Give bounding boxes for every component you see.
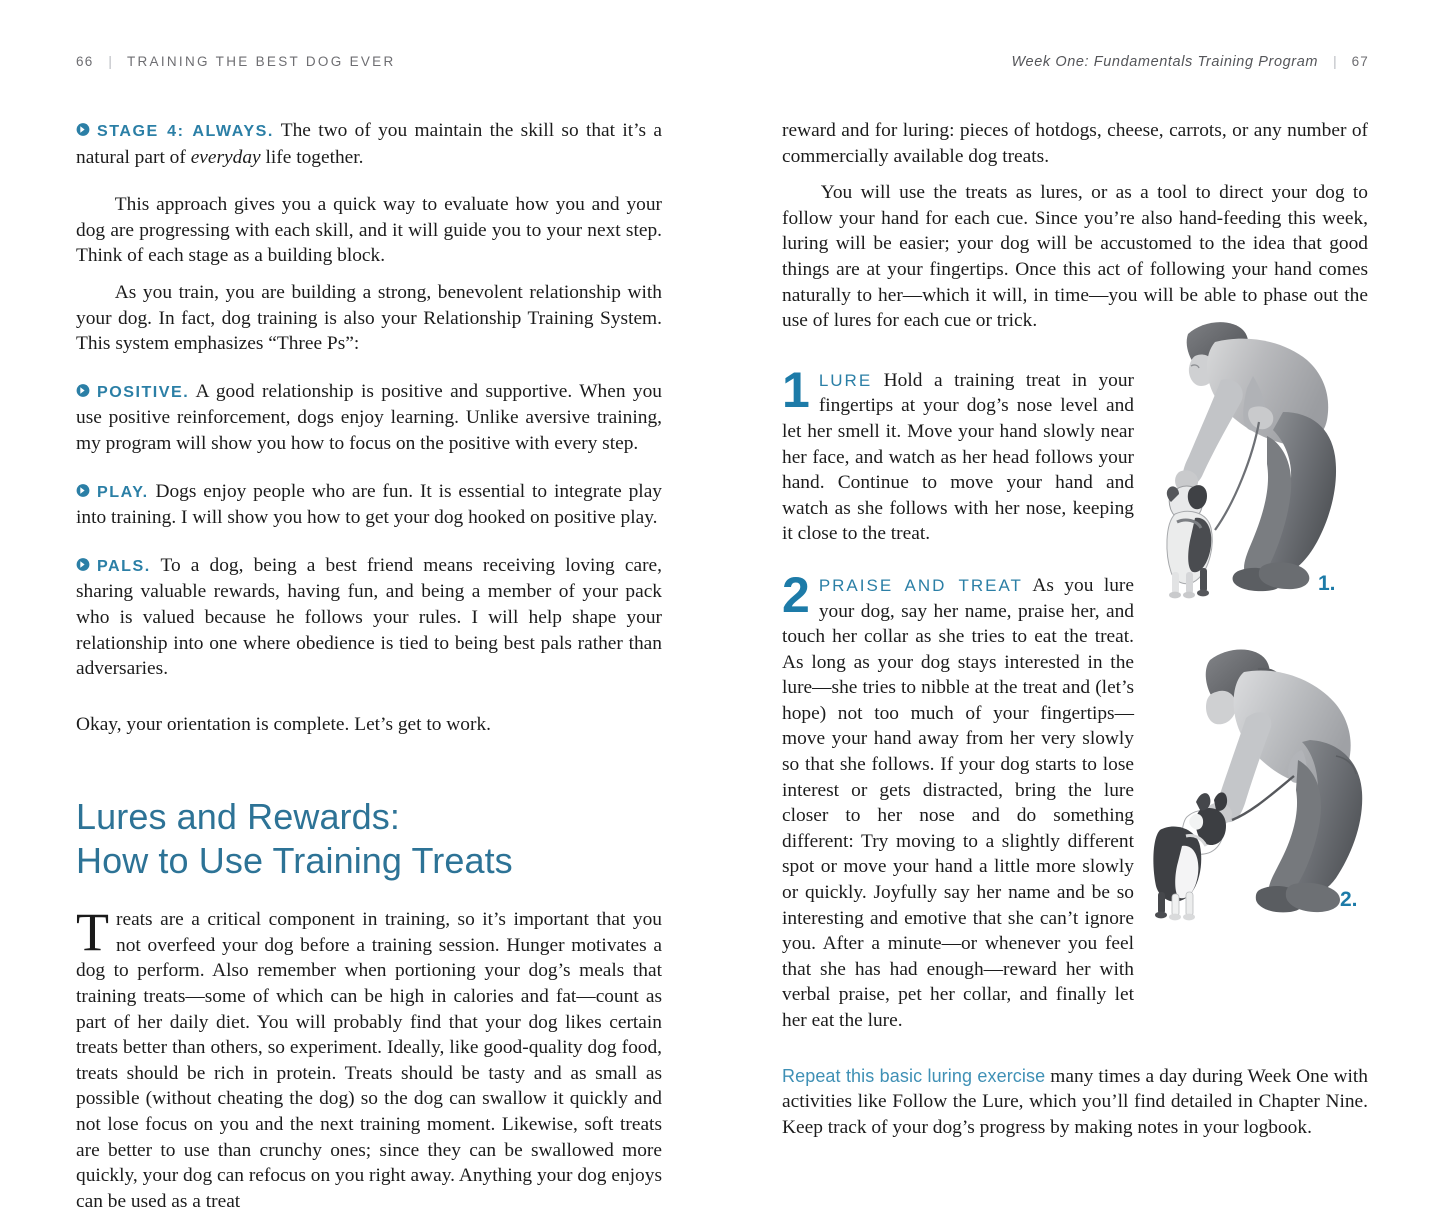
- section-heading-lures-and-rewards: [76, 795, 662, 883]
- blue-lead-in-text: Repeat this basic luring exercise: [782, 1065, 1046, 1086]
- bullet-pals: [76, 553, 662, 682]
- step-label-lure: LURE: [818, 370, 873, 390]
- paragraph-as-you-train: As you train, you are building a strong, benevolent relationship with your dog. In fact, dog training is also your Relationship Training System. This system emphasizes “Three Ps”:: [76, 281, 662, 355]
- paragraph-repeat-rest: many times a day during Week One with activities like Follow the Lure, which you’ll find detailed in Chapter Nine. Keep track of your dog’s progress by making notes in your logbook.: [782, 1065, 1369, 1138]
- bullet-label-play: PLAY.: [97, 482, 149, 501]
- book-title: TRAINING THE BEST DOG EVER: [126, 54, 396, 69]
- bullet-text-pals: To a dog, being a best friend means receiving loving care, sharing valuable rewards, having fun, and being a member of your pack who is valued because he follows your rules. I will help shape your relationship into one where obedience is tied to being best pals rather than adversaries.: [76, 554, 662, 680]
- arrow-circle-icon: [76, 480, 91, 495]
- paragraph-you-will-use-the-treats: You will use the treats as lures, or as a tool to direct your dog to follow your hand for each cue. Since you’re also hand-feeding this week, luring will be easier; your dog will be accustomed to the idea that good things are at your fingertips. Once this act of following your hand comes naturally to her—which it will, in time—you will be able to phase out the use of lures for each cue or trick.: [782, 182, 1368, 332]
- drop-cap-letter: T: [76, 902, 109, 963]
- arrow-circle-icon: [76, 380, 91, 395]
- paragraph-okay-orientation: Okay, your orientation is complete. Let’s get to work.: [76, 713, 492, 735]
- page-columns: [76, 118, 1369, 1214]
- paragraph-treats-dropcap: [76, 902, 662, 1214]
- photo-caption-1: 1.: [1318, 572, 1336, 595]
- page-number-right: 67: [1351, 54, 1369, 69]
- step-1-text: [782, 361, 1134, 547]
- step-number-1: 1: [782, 361, 810, 418]
- step-label-praise-and-treat: PRAISE AND TREAT: [818, 575, 1023, 595]
- bullet-emphasis-everyday: everyday: [190, 146, 261, 168]
- section-heading-line-2: How to Use Training Treats: [76, 840, 513, 882]
- step-number-2: 2: [782, 566, 810, 623]
- bullet-stage-4: [76, 118, 662, 170]
- running-head-right: [1012, 54, 1369, 70]
- step-2-body: As you lure your dog, say her name, praise her, and touch her collar as she tries to eat the treat. As long as your dog stays interested in the lure—she tries to nibble at the treat and (let’s hope) not too much of your fingertips—move your hand away from her very slowly so that she follows. If your dog starts to lose interest or gets distracted, bring the lure closer to her nose and do something different: Try moving to a slightly different spot or move your hand a little more slowly or quickly. Joyfully say her name and be so interesting and emotive that she can’t ignore you. After a minute—or whenever you feel that she has had enough—reward her with verbal praise, pet her collar, and finally let her eat the lure.: [782, 574, 1134, 1031]
- paragraph-treats-body: reats are a critical component in training, so it’s important that you not overfeed your dog before a training session. Hunger motivates a dog to perform. Also remember when portioning your dog’s meals that training treats—some of which can be high in calories and fat—count as part of her daily diet. You will probably find that your dog likes certain treats better than others, so experiment. Ideally, like good-quality dog food, treats should be rich in protein. Treats should be tasty and as small as possible (without cheating the dog) so the dog can swallow it quickly and not lose focus on you and the next training moment. Likewise, soft treats are better to use than crunchy ones; since they can be swallowed more quickly, your dog can refocus on you right away. Anything your dog enjoys can be used as a treat: [76, 909, 662, 1212]
- left-column: [76, 118, 662, 1214]
- paragraph-this-approach: This approach gives you a quick way to evaluate how you and your dog are progressing with each skill, and it will guide you to your next step. Think of each stage as a building block.: [76, 194, 662, 267]
- paragraph-reward-and-for-luring: reward and for luring: pieces of hotdogs, cheese, carrots, or any number of commercially available dog treats.: [782, 120, 1368, 167]
- arrow-circle-icon: [76, 554, 91, 569]
- step-2-text: [782, 566, 1134, 1034]
- bullet-label-positive: POSITIVE.: [97, 382, 190, 401]
- photo-caption-2: 2.: [1340, 888, 1358, 911]
- runhead-divider-left: |: [108, 54, 112, 69]
- step-1-lure: [782, 361, 1134, 547]
- page-number-left: 66: [76, 54, 94, 69]
- arrow-circle-icon: [76, 119, 91, 134]
- bullet-play: [76, 479, 662, 531]
- bullet-label-stage-4: STAGE 4: ALWAYS.: [97, 122, 274, 140]
- bullet-text-positive: A good relationship is positive and supportive. When you use positive reinforcement, dogs enjoy learning. Unlike aversive training, my program will show you how to focus on the positive with every step.: [76, 380, 662, 454]
- chapter-title: Week One: Fundamentals Training Program: [1011, 54, 1319, 70]
- running-head-left: [76, 54, 396, 69]
- step-1-body: Hold a training treat in your fingertips at your dog’s nose level and let her smell it. Move your hand slowly near her face, and watch as her head follows your hand. Continue to move your hand and watch as she follows with her nose, keeping it close to the treat.: [782, 369, 1134, 545]
- step-2-praise-and-treat: [782, 566, 1134, 1034]
- bullet-text-play: Dogs enjoy people who are fun. It is essential to integrate play into training. I will show you how to get your dog hooked on positive play.: [76, 480, 662, 529]
- bullet-text-stage-4-b: life together.: [260, 146, 364, 168]
- bullet-label-pals: PALS.: [97, 556, 151, 575]
- bullet-text-stage-4-a: The two of you maintain the skill so that it’s a natural part of: [76, 120, 662, 168]
- section-heading-line-1: Lures and Rewards:: [76, 796, 400, 838]
- bullet-positive: [76, 379, 662, 457]
- right-column: [782, 118, 1368, 1214]
- paragraph-repeat-exercise: [782, 1064, 1368, 1141]
- runhead-divider-right: |: [1333, 54, 1337, 69]
